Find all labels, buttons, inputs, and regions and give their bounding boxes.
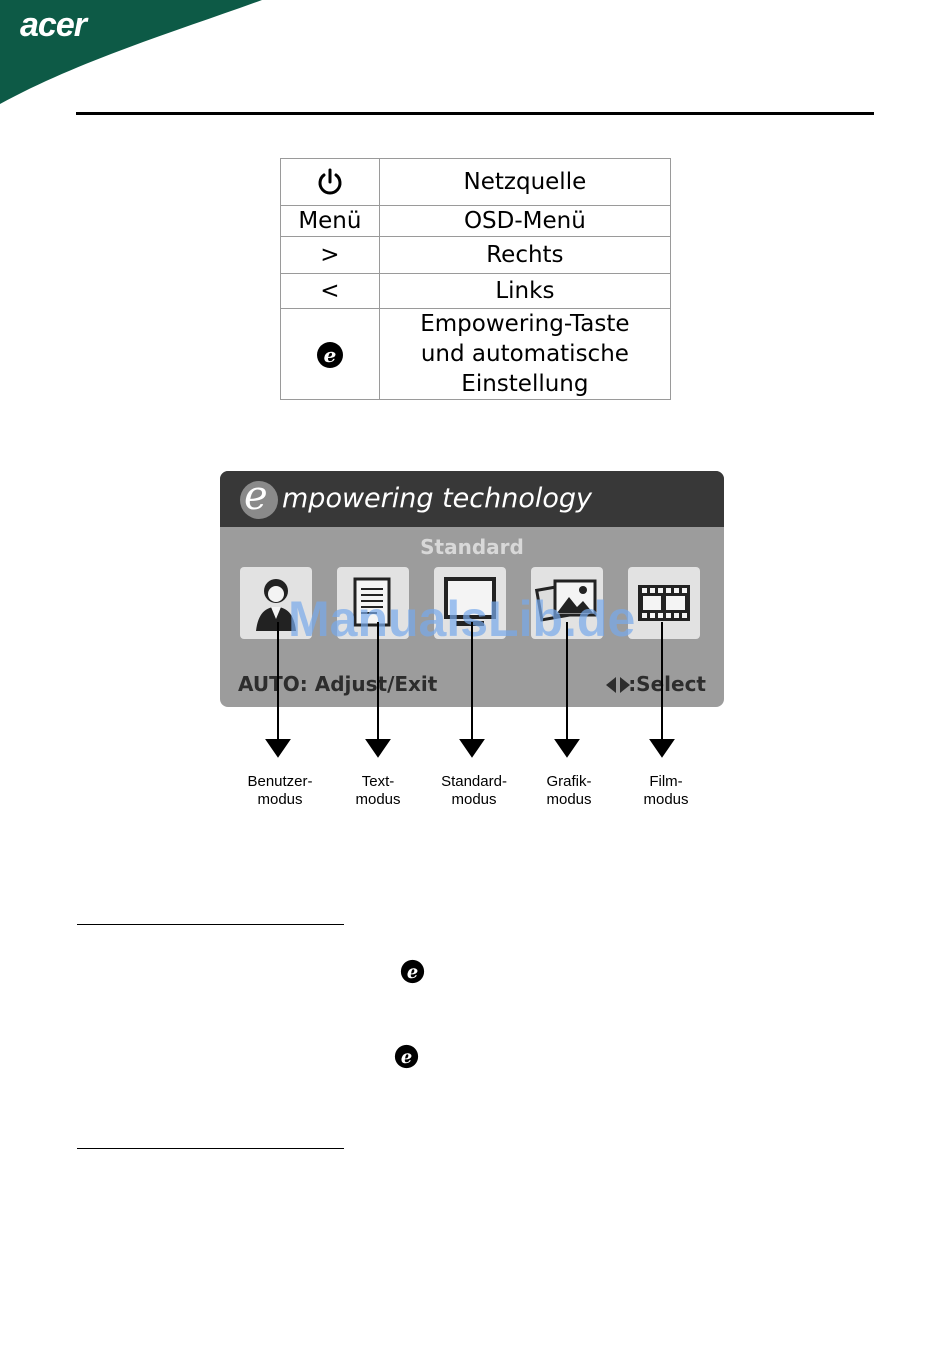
table-row (281, 309, 671, 400)
function-line: Einstellung (461, 371, 589, 397)
empowering-e-icon: e (240, 481, 278, 519)
section-rule (77, 1148, 344, 1149)
svg-text:e: e (406, 961, 419, 983)
power-icon (315, 167, 345, 197)
table-row (281, 237, 671, 274)
mode-label-text: Text- modus (355, 773, 401, 808)
key-cell (281, 159, 380, 206)
header-rule (76, 112, 874, 115)
function-cell: Links (379, 274, 670, 309)
osd-auto-hint: AUTO: Adjust/Exit (238, 672, 438, 696)
mode-label-user: Benutzer- modus (247, 773, 313, 808)
movie-mode-tile[interactable] (628, 567, 700, 639)
function-line: und automatische (420, 341, 629, 367)
function-cell: Netzquelle (379, 159, 670, 206)
osd-title: mpowering technology (282, 483, 593, 514)
section-rule (77, 924, 344, 925)
osd-panel (220, 471, 724, 707)
empowering-e-icon (400, 959, 425, 984)
empowering-e-icon (316, 341, 344, 369)
acer-logo: acer (20, 6, 86, 44)
table-row (281, 206, 671, 237)
key-cell (281, 309, 380, 400)
table-row (281, 274, 671, 309)
svg-text:e: e (323, 342, 337, 367)
mode-label-standard: Standard- modus (441, 773, 507, 808)
function-cell (379, 309, 670, 400)
mode-label-movie: Film- modus (643, 773, 689, 808)
movie-mode-icon (628, 567, 700, 639)
key-function-table (280, 158, 671, 400)
function-line: Empowering-Taste (420, 311, 630, 337)
function-cell: OSD-Menü (379, 206, 670, 237)
osd-header (220, 471, 724, 527)
key-cell: < (281, 274, 380, 309)
mode-label-graphics: Grafik- modus (546, 773, 592, 808)
left-right-arrows-icon (605, 676, 631, 694)
key-cell: Menü (281, 206, 380, 237)
osd-select-hint: :Select (628, 672, 706, 696)
table-row (281, 159, 671, 206)
empowering-e-icon (394, 1044, 419, 1069)
svg-text:e: e (400, 1046, 413, 1068)
key-cell: > (281, 237, 380, 274)
osd-current-mode: Standard (420, 535, 524, 559)
watermark: ManualsLib.de (288, 591, 636, 647)
function-cell: Rechts (379, 237, 670, 274)
